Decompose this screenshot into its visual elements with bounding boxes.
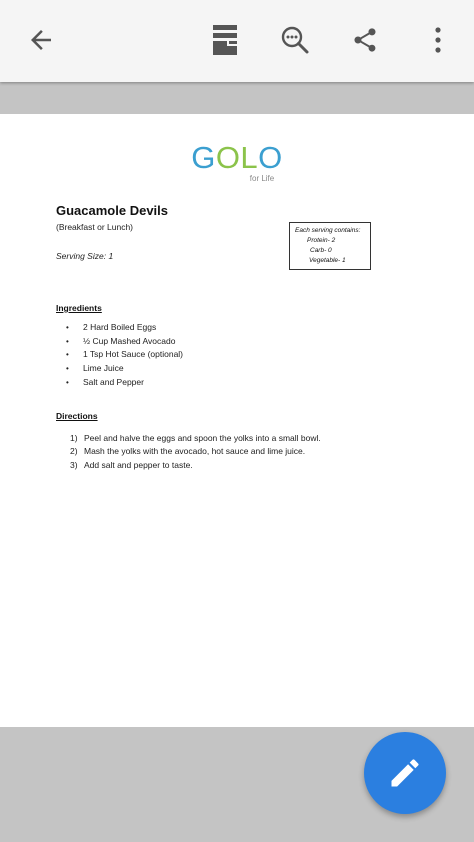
logo-tagline: for Life bbox=[249, 174, 275, 183]
direction-step bbox=[70, 432, 321, 445]
ingredient-item: • Lime Juice bbox=[66, 362, 183, 376]
recipe-title: Guacamole Devils bbox=[56, 203, 168, 218]
share-icon bbox=[351, 26, 379, 54]
back-button[interactable] bbox=[21, 20, 61, 60]
step-text: Add salt and pepper to taste. bbox=[84, 459, 193, 470]
nutrition-box bbox=[289, 222, 371, 270]
directions-heading: Directions bbox=[56, 411, 98, 421]
logo-letters-ol: OL bbox=[215, 140, 259, 175]
edit-fab-button[interactable] bbox=[364, 732, 446, 814]
nutrition-vegetable: Vegetable- 1 bbox=[309, 257, 346, 264]
direction-step bbox=[70, 459, 321, 472]
step-number: 1) bbox=[70, 433, 78, 443]
step-number: 3) bbox=[70, 459, 78, 470]
directions-list bbox=[70, 432, 321, 472]
serving-size: Serving Size: 1 bbox=[56, 251, 114, 261]
step-number: 2) bbox=[70, 446, 78, 457]
find-in-document-button[interactable] bbox=[275, 20, 315, 60]
logo-letter-o: O bbox=[258, 140, 283, 175]
document-page bbox=[0, 114, 474, 727]
ingredient-item: • 1 Tsp Hot Sauce (optional) bbox=[66, 348, 183, 362]
ingredients-heading: Ingredients bbox=[56, 303, 102, 313]
nutrition-header: Each serving contains: bbox=[295, 227, 361, 234]
ingredient-item: • ½ Cup Mashed Avocado bbox=[66, 335, 183, 349]
page-layout-button[interactable] bbox=[205, 20, 245, 60]
page-layout-icon bbox=[212, 24, 238, 56]
share-button[interactable] bbox=[345, 20, 385, 60]
ingredient-item: • Salt and Pepper bbox=[66, 376, 183, 390]
overflow-menu-button[interactable] bbox=[418, 20, 458, 60]
step-text: Peel and halve the eggs and spoon the yolks into a small bowl. bbox=[84, 433, 321, 443]
edit-pencil-icon bbox=[387, 755, 423, 791]
ingredients-list bbox=[66, 321, 183, 390]
nutrition-protein: Protein- 2 bbox=[307, 237, 336, 244]
search-more-icon bbox=[280, 25, 310, 55]
direction-step bbox=[70, 445, 321, 458]
nutrition-carb: Carb- 0 bbox=[310, 247, 332, 254]
step-text: Mash the yolks with the avocado, hot sauce and lime juice. bbox=[84, 446, 306, 457]
recipe-subtitle: (Breakfast or Lunch) bbox=[56, 222, 134, 232]
arrow-back-icon bbox=[26, 25, 56, 55]
top-app-bar bbox=[0, 0, 474, 82]
more-vertical-icon bbox=[434, 26, 442, 54]
logo-letter-g: G bbox=[191, 140, 216, 175]
ingredient-item: • 2 Hard Boiled Eggs bbox=[66, 321, 183, 335]
golo-logo bbox=[0, 142, 474, 183]
